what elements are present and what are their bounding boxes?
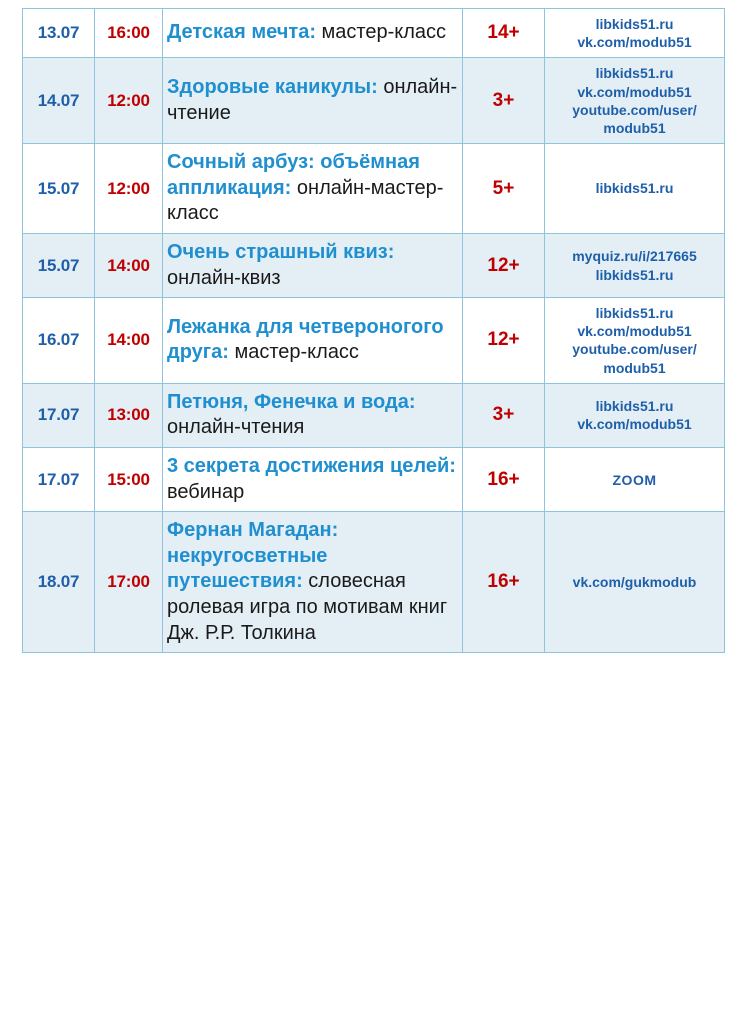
link-item[interactable]: vk.com/gukmodub bbox=[572, 574, 697, 591]
event-title: Лежанка для четвероногого друга: bbox=[167, 315, 444, 364]
row-age: 12+ bbox=[463, 298, 545, 384]
table-row bbox=[23, 448, 725, 512]
row-event bbox=[163, 9, 463, 58]
event-title: Здоровые каникулы: bbox=[167, 76, 378, 99]
row-links bbox=[545, 9, 725, 58]
row-date: 17.07 bbox=[23, 383, 95, 447]
row-age: 3+ bbox=[463, 58, 545, 144]
row-age: 16+ bbox=[463, 448, 545, 512]
schedule-table bbox=[22, 8, 725, 653]
row-date: 17.07 bbox=[23, 448, 95, 512]
table-row bbox=[23, 512, 725, 653]
link-item[interactable]: ZOOM bbox=[612, 471, 657, 488]
link-item[interactable]: libkids51.ru bbox=[595, 65, 674, 82]
link-item[interactable]: youtube.com/user/ bbox=[572, 101, 697, 118]
row-time: 12:00 bbox=[95, 58, 163, 144]
row-date: 14.07 bbox=[23, 58, 95, 144]
table-row bbox=[23, 233, 725, 297]
link-item[interactable]: myquiz.ru/i/217665 bbox=[572, 248, 697, 265]
link-item[interactable]: modub51 bbox=[603, 119, 666, 136]
row-event bbox=[163, 448, 463, 512]
row-event bbox=[163, 298, 463, 384]
link-item[interactable]: youtube.com/user/ bbox=[572, 341, 697, 358]
row-links bbox=[545, 448, 725, 512]
row-time: 17:00 bbox=[95, 512, 163, 653]
event-kind: словесная ролевая игра по мотивам книг Дж. Р.Р. Толкина bbox=[167, 570, 448, 644]
table-row bbox=[23, 9, 725, 58]
row-event bbox=[163, 58, 463, 144]
row-links bbox=[545, 383, 725, 447]
row-age: 12+ bbox=[463, 233, 545, 297]
row-date: 18.07 bbox=[23, 512, 95, 653]
event-kind: вебинар bbox=[167, 480, 245, 503]
table-row bbox=[23, 144, 725, 234]
row-time: 15:00 bbox=[95, 448, 163, 512]
table-row bbox=[23, 58, 725, 144]
event-title: Детская мечта: bbox=[167, 21, 316, 44]
table-row bbox=[23, 298, 725, 384]
event-title: Очень страшный квиз: bbox=[167, 240, 395, 263]
event-title: 3 секрета достижения целей: bbox=[167, 455, 456, 478]
event-title: Сочный арбуз: объёмная аппликация: bbox=[167, 151, 420, 199]
row-event bbox=[163, 144, 463, 234]
link-item[interactable]: vk.com/modub51 bbox=[577, 83, 692, 100]
row-date: 16.07 bbox=[23, 298, 95, 384]
link-item[interactable]: libkids51.ru bbox=[595, 266, 674, 283]
row-time: 13:00 bbox=[95, 383, 163, 447]
row-date: 15.07 bbox=[23, 233, 95, 297]
event-kind: мастер-класс bbox=[321, 21, 447, 44]
link-item[interactable]: vk.com/modub51 bbox=[577, 34, 692, 51]
row-time: 16:00 bbox=[95, 9, 163, 58]
link-item[interactable]: vk.com/modub51 bbox=[577, 323, 692, 340]
row-event bbox=[163, 233, 463, 297]
event-kind: онлайн-чтения bbox=[167, 416, 305, 439]
link-item[interactable]: modub51 bbox=[603, 359, 666, 376]
row-age: 5+ bbox=[463, 144, 545, 234]
row-age: 3+ bbox=[463, 383, 545, 447]
row-links bbox=[545, 144, 725, 234]
row-event bbox=[163, 512, 463, 653]
event-kind: онлайн-чтение bbox=[167, 76, 458, 124]
event-title: Фернан Магадан: некругосветные путешествия: bbox=[167, 519, 339, 593]
event-kind: онлайн-квиз bbox=[167, 266, 281, 289]
row-links bbox=[545, 298, 725, 384]
row-age: 14+ bbox=[463, 9, 545, 58]
row-links bbox=[545, 512, 725, 653]
row-links bbox=[545, 233, 725, 297]
link-item[interactable]: libkids51.ru bbox=[595, 16, 674, 32]
row-date: 13.07 bbox=[23, 9, 95, 58]
link-item[interactable]: libkids51.ru bbox=[595, 180, 674, 197]
row-time: 14:00 bbox=[95, 298, 163, 384]
event-kind: онлайн-мастер-класс bbox=[167, 176, 444, 225]
table-row bbox=[23, 383, 725, 447]
row-date: 15.07 bbox=[23, 144, 95, 234]
link-item[interactable]: vk.com/modub51 bbox=[577, 416, 692, 433]
row-links bbox=[545, 58, 725, 144]
event-title: Петюня, Фенечка и вода: bbox=[167, 390, 416, 413]
link-item[interactable]: libkids51.ru bbox=[595, 305, 674, 322]
row-time: 14:00 bbox=[95, 233, 163, 297]
row-time: 12:00 bbox=[95, 144, 163, 234]
event-kind: мастер-класс bbox=[234, 341, 359, 364]
schedule-body bbox=[23, 9, 725, 653]
link-item[interactable]: libkids51.ru bbox=[595, 398, 674, 415]
row-event bbox=[163, 383, 463, 447]
row-age: 16+ bbox=[463, 512, 545, 653]
